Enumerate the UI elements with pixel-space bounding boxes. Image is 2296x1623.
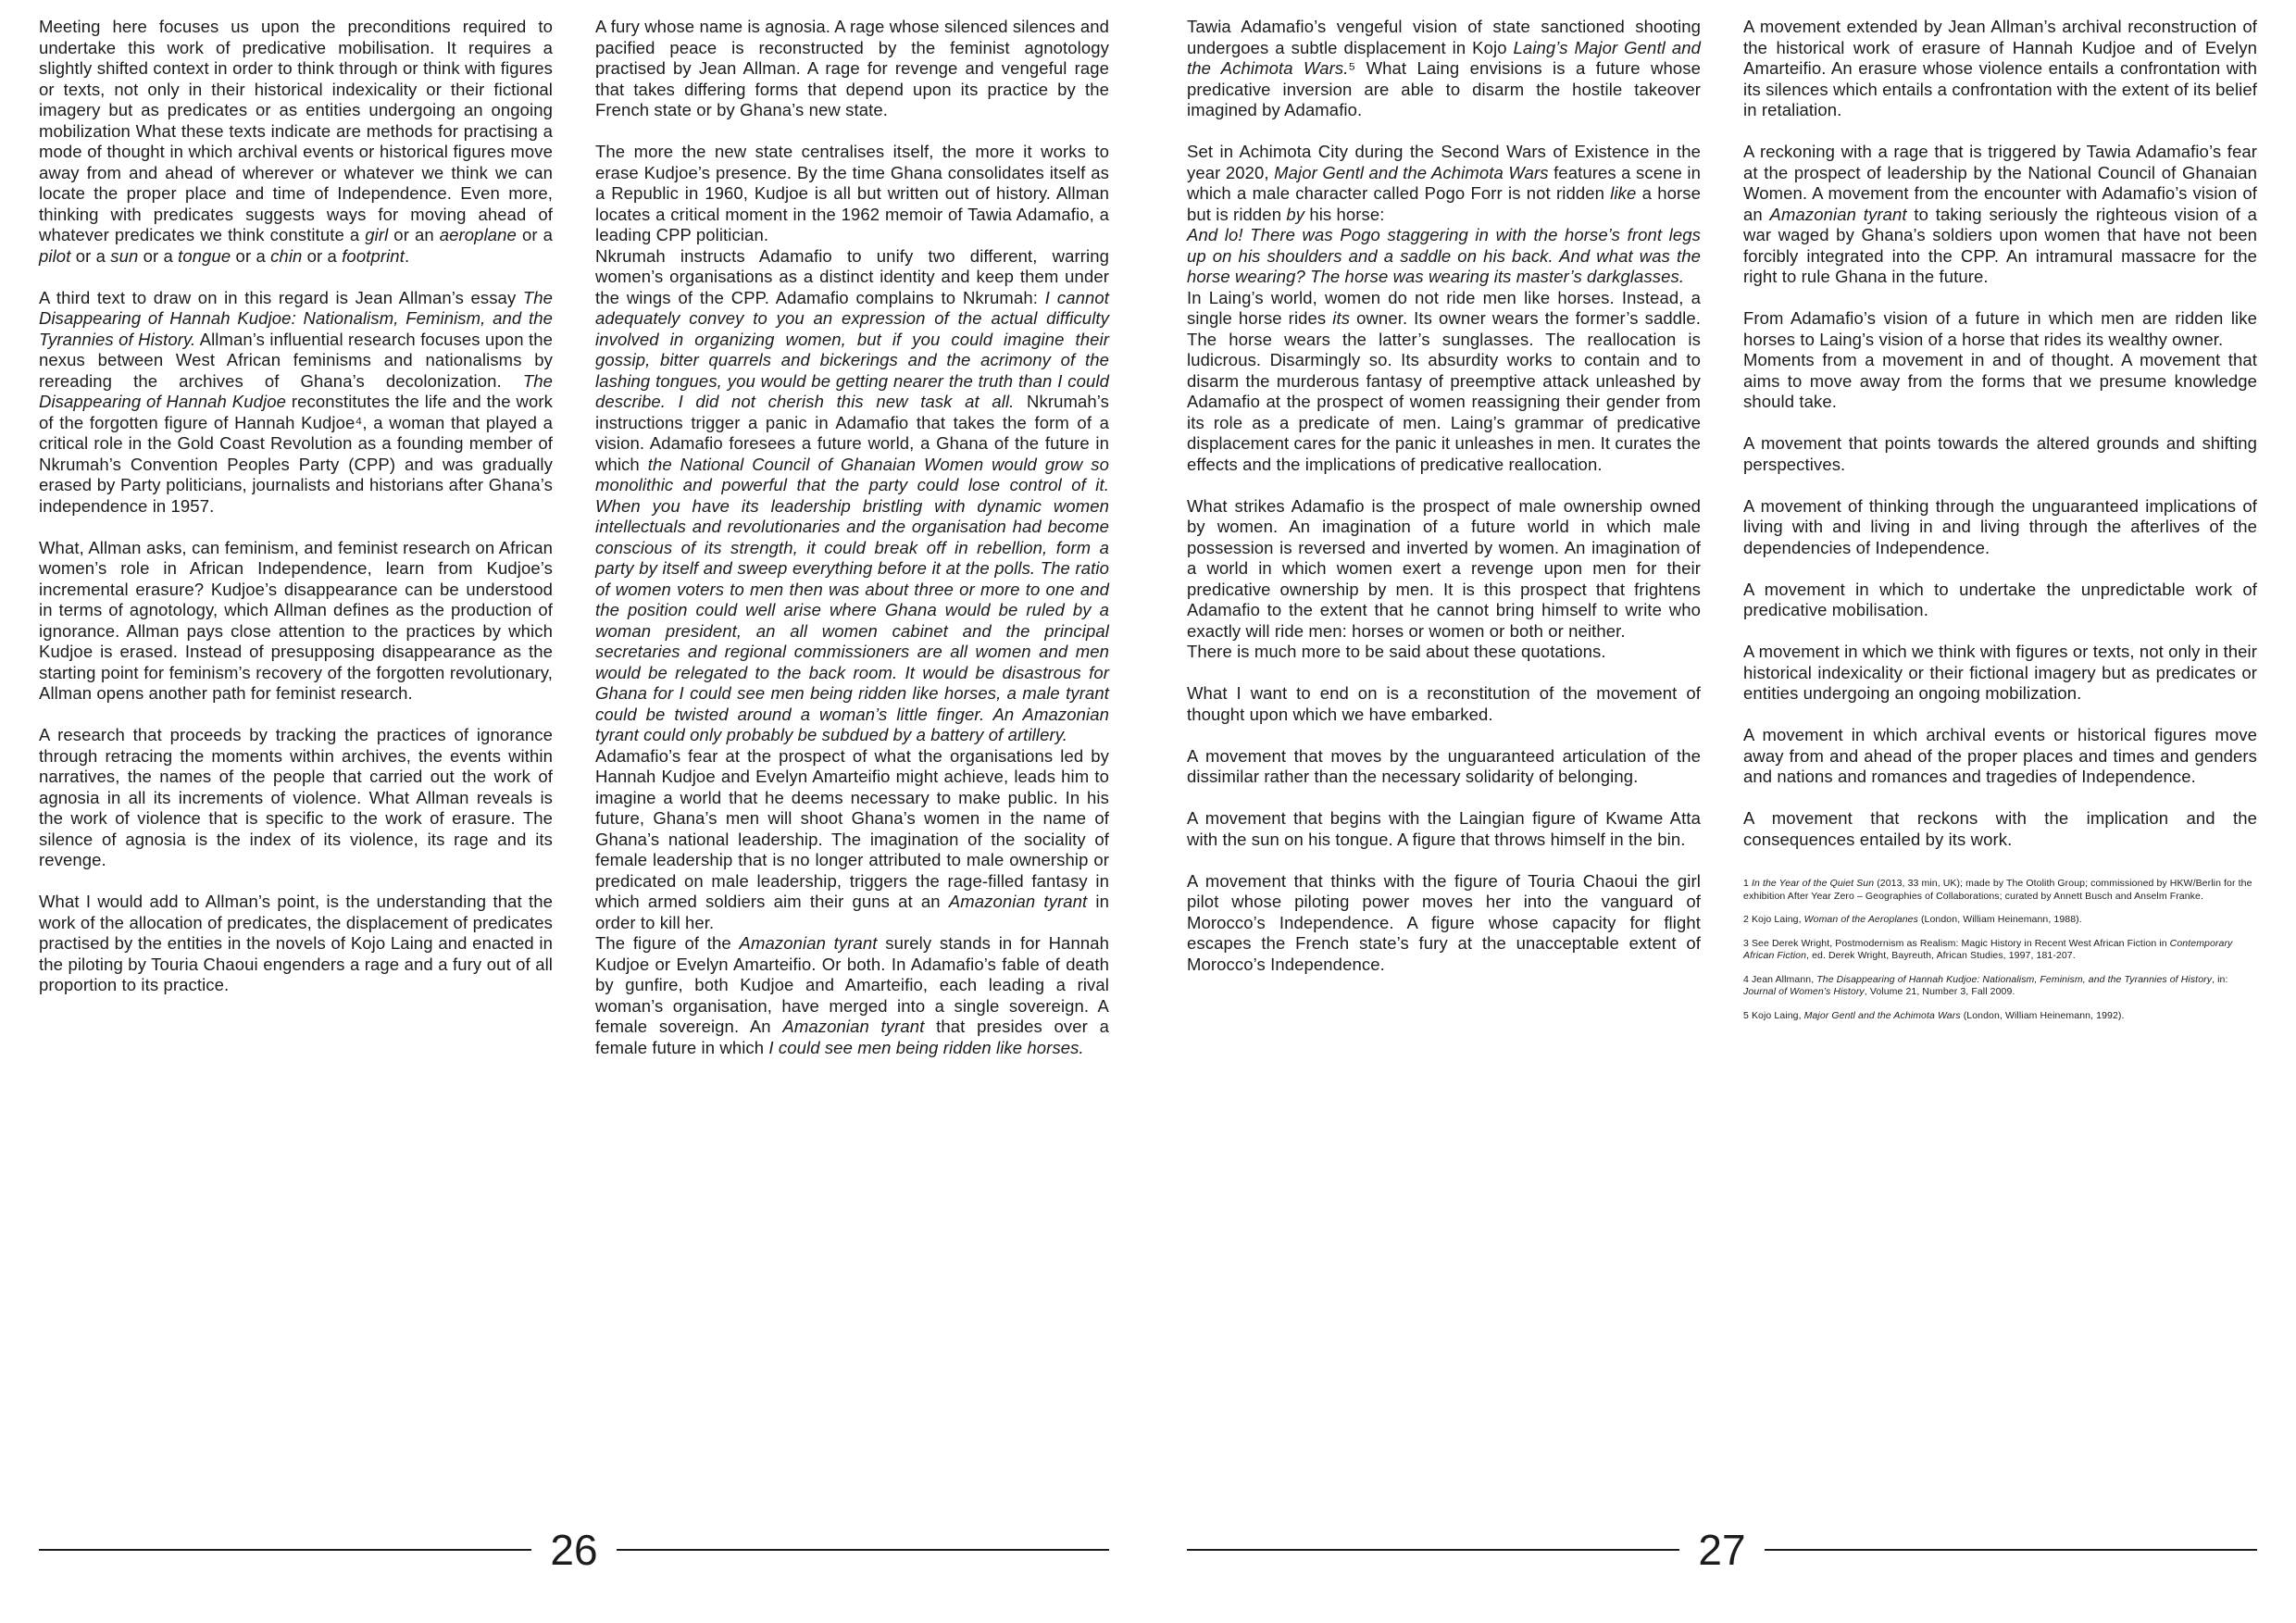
footer-rule-right: [617, 1549, 1109, 1551]
footnotes: [1743, 878, 2257, 1022]
text-column-3: [1187, 17, 1701, 1022]
footnote: 4 Jean Allmann, The Disappearing of Hannah Kudjoe: Nationalism, Feminism, and the Tyrannies of History, in: Journal of Women’s History, Volume 21, Number 3, Fall 2009.: [1743, 973, 2228, 997]
text-column-4: [1743, 17, 2257, 1022]
paragraph: In Laing’s world, women do not ride men like horses. Instead, a single horse rides its owner. Its owner wears the former’s saddle. The horse wears the latter’s sunglasses. The reallocation is ludicrous. Disarmingly so. Its absurdity works to contain and to disarm the murderous fantasy of preemptive attack unleashed by Adamafio at the prospect of women reassigning their gender from its role as a predicate of men. Laing’s grammar of predicative displacement cares for the panic it unleashes in men. It curates the effects and the implications of predicative reallocation.: [1187, 287, 1701, 474]
page-footer-right: [1187, 1526, 2257, 1574]
page-right-columns: [1187, 17, 2257, 1022]
page-footer-left: [39, 1526, 1109, 1574]
paragraph: From Adamafio’s vision of a future in which men are ridden like horses to Laing’s vision of a horse that rides its wealthy owner.: [1743, 308, 2257, 349]
column-body: [1743, 17, 2257, 850]
footnote: 2 Kojo Laing, Woman of the Aeroplanes (London, William Heinemann, 1988).: [1743, 914, 2082, 925]
paragraph: What I want to end on is a reconstitution of the movement of thought upon which we have embarked.: [1187, 683, 1701, 724]
paragraph: A third text to draw on in this regard is Jean Allman’s essay The Disappearing of Hannah Kudjoe: Nationalism, Feminism, and the Tyrannies of History. Allman’s influential research focuses upon the nexus between West African feminisms and nationalisms by rereading the archives of Ghana’s decolonization. The Disappearing of Hannah Kudjoe reconstitutes the life and the work of the forgotten figure of Hannah Kudjoe⁴, a woman that played a critical role in the Gold Coast Revolution as a founding member of Nkrumah’s Convention Peoples Party (CPP) and was gradually erased by Party politicians, journalists and historians after Ghana’s independence in 1957.: [39, 287, 553, 516]
footnote: 3 See Derek Wright, Postmodernism as Realism: Magic History in Recent West African Fiction in Contemporary African Fiction, ed. Derek Wright, Bayreuth, African Studies, 1997, 181-207.: [1743, 937, 2233, 961]
paragraph: Meeting here focuses us upon the preconditions required to undertake this work of predicative mobilisation. It requires a slightly shifted context in order to think through or think with figures or texts, not only in their historical indexicality or their fictional imagery but as predicates or as entities undergoing an ongoing mobilization What these texts indicate are methods for practising a mode of thought in which archival events or historical figures move away from and ahead of wherever or whatever we think we can locate the proper place and time of Independence. Even more, thinking with predicates suggests ways for moving ahead of whatever predicates we think constitute a girl or an aeroplane or a pilot or a sun or a tongue or a chin or a footprint.: [39, 17, 553, 266]
paragraph: What, Allman asks, can feminism, and feminist research on African women’s role in African Independence, learn from Kudjoe’s incremental erasure? Kudjoe’s disappearance can be understood in terms of agnotology, which Allman defines as the production of ignorance. Allman pays close attention to the practices by which Kudjoe is erased. Instead of presupposing disappearance as the starting point for feminism’s recovery of the forgotten revolutionary, Allman opens another path for feminist research.: [39, 537, 553, 703]
text-column-1: [39, 17, 553, 1058]
paragraph: What I would add to Allman’s point, is the understanding that the work of the allocation of predicates, the displacement of predicates practised by the entities in the novels of Kojo Laing and enacted in the piloting by Touria Chaoui engenders a rage and a fury out of all proportion to its practice.: [39, 892, 553, 994]
paragraph: A reckoning with a rage that is triggered by Tawia Adamafio’s fear at the prospect of leadership by the National Council of Ghanaian Women. A movement from the encounter with Adamafio’s vision of an Amazonian tyrant to taking seriously the righteous vision of a war waged by Ghana’s soldiers upon women that have not been forcibly integrated into the CPP. An intramural massacre for the right to rule Ghana in the future.: [1743, 142, 2257, 286]
paragraph: Nkrumah instructs Adamafio to unify two different, warring women’s organisations as a distinct identity and keep them under the wings of the CPP. Adamafio complains to Nkrumah: I cannot adequately convey to you an expression of the actual difficulty involved in organizing women, but if you could imagine their gossip, bitter quarrels and bickerings and the acrimony of the lashing tongues, you would be getting nearer the truth than I could describe. I did not cherish this new task at all. Nkrumah’s instructions trigger a panic in Adamafio that takes the form of a vision. Adamafio foresees a future world, a Ghana of the future in which the National Council of Ghanaian Women would grow so monolithic and powerful that the party could lose control of it. When you have its leadership bristling with dynamic women intellectuals and revolutionaries and the organisation had become conscious of its strength, it could break off in rebellion, form a party by itself and sweep everything before it at the polls. The ratio of women voters to men then was about three or more to one and the position could well arise where Ghana would be ruled by a woman president, an all women cabinet and the principal secretaries and regional commissioners are all women and men would be relegated to the back room. It would be disastrous for Ghana for I could see men being ridden like horses, a male tyrant could be twisted around a woman’s little finger. An Amazonian tyrant could only probably be subdued by a battery of artillery.: [595, 245, 1110, 744]
page-left-columns: [39, 17, 1109, 1058]
paragraph: A movement that moves by the unguaranteed articulation of the dissimilar rather than the necessary solidarity of belonging.: [1187, 745, 1701, 786]
paragraph: A movement that thinks with the figure of Touria Chaoui the girl pilot whose piloting power moves her into the vanguard of Morocco’s Independence. A figure whose capacity for flight escapes the French state’s fury at the unacceptable extent of Morocco’s Independence.: [1187, 870, 1701, 974]
footer-rule-right: [1765, 1549, 2257, 1551]
paragraph: The more the new state centralises itself, the more it works to erase Kudjoe’s presence. By the time Ghana consolidates itself as a Republic in 1960, Kudjoe is all but written out of history. Allman locates a critical moment in the 1962 memoir of Tawia Adamafio, a leading CPP politician.: [595, 142, 1109, 244]
paragraph: What strikes Adamafio is the prospect of male ownership owned by women. An imagination of a future world in which male possession is reversed and inverted by women. An imagination of a world in which women exert a revenge upon men for their predicative ownership by men. It is this prospect that frightens Adamafio to the extent that he cannot bring himself to write who exactly will ride men: horses or women or both or neither.: [1187, 495, 1701, 641]
paragraph: A movement in which to undertake the unpredictable work of predicative mobilisation.: [1743, 579, 2257, 619]
paragraph: A movement in which archival events or historical figures move away from and ahead of the proper places and times and genders and nations and romances and tragedies of Independence.: [1743, 725, 2257, 786]
paragraph: A movement of thinking through the unguaranteed implications of living with and living in and living through the afterlives of the dependencies of Independence.: [1743, 495, 2257, 557]
paragraph: And lo! There was Pogo staggering in with the horse’s front legs up on his shoulders and a saddle on his back. And what was the horse wearing? The horse was wearing its master’s darkglasses.: [1187, 225, 1701, 286]
page-number: 27: [1698, 1526, 1746, 1574]
footnote: 1 In the Year of the Quiet Sun (2013, 33 min, UK); made by The Otolith Group; commissioned by HKW/Berlin for the exhibition After Year Zero – Geographies of Collaborations; curated by Annett Busch and Anselm Franke.: [1743, 878, 2252, 902]
paragraph: Adamafio’s fear at the prospect of what the organisations led by Hannah Kudjoe and Evelyn Amarteifio might achieve, leads him to imagine a world that he deems necessary to make public. In his future, Ghana’s men will shoot Ghana’s women in the name of Ghana’s national leadership. The imagination of the sociality of female leadership that is no longer attributed to male ownership or predicated on male leadership, triggers the rage-filled fantasy in which armed soldiers aim their guns at an Amazonian tyrant in order to kill her.: [595, 745, 1109, 932]
footnote: 5 Kojo Laing, Major Gentl and the Achimota Wars (London, William Heinemann, 1992).: [1743, 1009, 2125, 1021]
paragraph: The figure of the Amazonian tyrant surely stands in for Hannah Kudjoe or Evelyn Amarteifio. Or both. In Adamafio’s fable of death by gunfire, both Kudjoe and Amarteifio, each leading a rival woman’s organisation, have merged into a single sovereign. A female sovereign. An Amazonian tyrant that presides over a female future in which I could see men being ridden like horses.: [595, 933, 1110, 1057]
paragraph: There is much more to be said about these quotations.: [1187, 642, 1606, 661]
paragraph: A movement that points towards the altered grounds and shifting perspectives.: [1743, 433, 2257, 474]
footer-rule-left: [1187, 1549, 1679, 1551]
paragraph: A movement that begins with the Laingian figure of Kwame Atta with the sun on his tongue. A figure that throws himself in the bin.: [1187, 808, 1701, 849]
paragraph: Tawia Adamafio’s vengeful vision of state sanctioned shooting undergoes a subtle displacement in Kojo Laing’s Major Gentl and the Achimota Wars.⁵ What Laing envisions is a future whose predicative inversion are able to disarm the hostile takeover imagined by Adamafio.: [1187, 17, 1701, 119]
paragraph: A fury whose name is agnosia. A rage whose silenced silences and pacified peace is reconstructed by the feminist agnotology practised by Jean Allman. A rage for revenge and vengeful rage that takes differing forms that depend upon its practice by the French state or by Ghana’s new state.: [595, 17, 1109, 119]
paragraph: Set in Achimota City during the Second Wars of Existence in the year 2020, Major Gentl and the Achimota Wars features a scene in which a male character called Pogo Forr is not ridden like a horse but is ridden by his horse:: [1187, 142, 1701, 224]
paragraph: A movement that reckons with the implication and the consequences entailed by its work.: [1743, 808, 2257, 849]
paragraph: A research that proceeds by tracking the practices of ignorance through retracing the moments within archives, the events within narratives, the names of the people that carried out the work of agnosia in all its increments of violence. What Allman reveals is the work of violence that is specific to the work of erasure. The silence of agnosia is the index of its violence, its rage and its revenge.: [39, 725, 553, 869]
page-right: [1148, 0, 2296, 1623]
paragraph: Moments from a movement in and of thought. A movement that aims to move away from the forms that we presume knowledge should take.: [1743, 350, 2257, 411]
page-number: 26: [550, 1526, 598, 1574]
footer-rule-left: [39, 1549, 531, 1551]
text-column-2: [595, 17, 1109, 1058]
paragraph: A movement in which we think with figures or texts, not only in their historical indexicality or their fictional imagery but as predicates or entities undergoing an ongoing mobilization.: [1743, 642, 2257, 703]
paragraph: A movement extended by Jean Allman’s archival reconstruction of the historical work of erasure of Hannah Kudjoe and of Evelyn Amarteifio. An erasure whose violence entails a confrontation with its silences which entails a confrontation with the extent of its belief in retaliation.: [1743, 17, 2257, 119]
